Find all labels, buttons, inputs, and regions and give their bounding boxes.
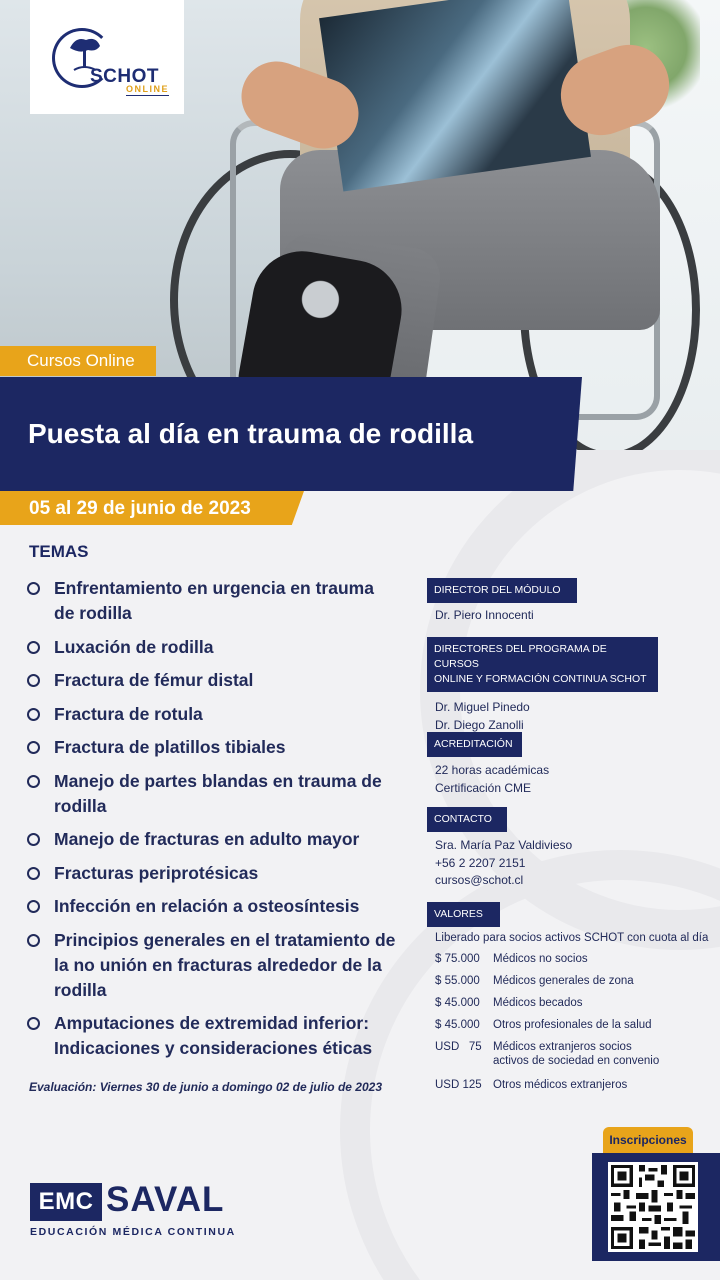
topic-item: Infección en relación a osteosíntesis — [27, 894, 397, 919]
circle-bullet-icon — [27, 900, 40, 913]
circle-bullet-icon — [27, 934, 40, 947]
director-section — [427, 578, 577, 625]
circle-bullet-icon — [27, 674, 40, 687]
emc-logo-box: EMC — [30, 1183, 102, 1221]
circle-bullet-icon — [27, 1017, 40, 1030]
evaluation-note: Evaluación: Viernes 30 de junio a domingo 02 de julio de 2023 — [29, 1080, 382, 1094]
circle-bullet-icon — [27, 741, 40, 754]
circle-bullet-icon — [27, 708, 40, 721]
director-name: Dr. Piero Innocenti — [435, 608, 534, 622]
prices-intro: Liberado para socios activos SCHOT con cuota al día — [435, 932, 709, 944]
circle-bullet-icon — [27, 775, 40, 788]
topic-item: Principios generales en el tratamiento de la no unión en fracturas alrededor de la rodilla — [27, 928, 397, 1003]
program-director-name: Dr. Diego Zanolli — [435, 717, 524, 732]
accreditation-hours: 22 horas académicas — [435, 763, 550, 777]
course-date: 05 al 29 de junio de 2023 — [29, 498, 251, 519]
price-row: $ 55.000 Médicos generales de zona — [435, 975, 634, 987]
contact-email[interactable]: cursos@schot.cl — [435, 873, 524, 887]
topic-item: Fracturas periprotésicas — [27, 861, 397, 886]
circle-bullet-icon — [27, 833, 40, 846]
topic-item: Fractura de platillos tibiales — [27, 735, 397, 760]
logo-subtitle: ONLINE — [126, 84, 170, 94]
accreditation-header: ACREDITACIÓN — [427, 732, 522, 757]
topic-item: Fractura de rotula — [27, 702, 397, 727]
price-row: USD 75 Médicos extranjeros socios activos de sociedad en convenio — [435, 1041, 660, 1067]
price-row: $ 45.000 Otros profesionales de la salud — [435, 1019, 652, 1031]
logo-name: SCHOT — [90, 66, 159, 87]
topics-title: TEMAS — [29, 542, 89, 561]
topic-item: Luxación de rodilla — [27, 635, 397, 660]
accreditation-section — [427, 732, 549, 797]
accreditation-cert: Certificación CME — [435, 780, 532, 795]
topic-item: Manejo de fracturas en adulto mayor — [27, 827, 397, 852]
topic-item: Manejo de partes blandas en trauma de rodilla — [27, 769, 397, 819]
prices-section — [427, 902, 709, 1092]
contact-header: CONTACTO — [427, 807, 507, 832]
program-director-name: Dr. Miguel Pinedo — [435, 700, 530, 714]
circle-bullet-icon — [27, 641, 40, 654]
inscripciones-label[interactable]: Inscripciones — [603, 1127, 693, 1153]
topics-list — [27, 576, 397, 1070]
contact-phone: +56 2 2207 2151 — [435, 855, 526, 870]
qr-code-icon[interactable] — [608, 1162, 698, 1252]
circle-bullet-icon — [27, 582, 40, 595]
director-header: DIRECTOR DEL MÓDULO — [427, 578, 577, 603]
schot-logo — [30, 0, 184, 114]
price-row: $ 75.000 Médicos no socios — [435, 953, 588, 965]
price-row: USD 125 Otros médicos extranjeros — [435, 1079, 628, 1091]
price-row: $ 45.000 Médicos becados — [435, 997, 583, 1009]
prices-header: VALORES — [427, 902, 500, 927]
page-title: Puesta al día en trauma de rodilla — [28, 418, 474, 449]
contact-section — [427, 807, 572, 890]
emc-subtitle: EDUCACIÓN MÉDICA CONTINUA — [30, 1226, 236, 1238]
circle-bullet-icon — [27, 867, 40, 880]
topic-item: Amputaciones de extremidad inferior: Indicaciones y consideraciones éticas — [27, 1011, 397, 1061]
topic-item: Fractura de fémur distal — [27, 668, 397, 693]
program-directors-section — [427, 637, 658, 734]
topic-item: Enfrentamiento en urgencia en trauma de rodilla — [27, 576, 397, 626]
courses-online-tag: Cursos Online — [0, 346, 156, 376]
contact-name: Sra. María Paz Valdivieso — [435, 838, 573, 852]
saval-logo-text: SAVAL — [106, 1180, 225, 1219]
program-directors-header: DIRECTORES DEL PROGRAMA DE CURSOS ONLINE Y FORMACIÓN CONTINUA SCHOT — [427, 637, 658, 692]
